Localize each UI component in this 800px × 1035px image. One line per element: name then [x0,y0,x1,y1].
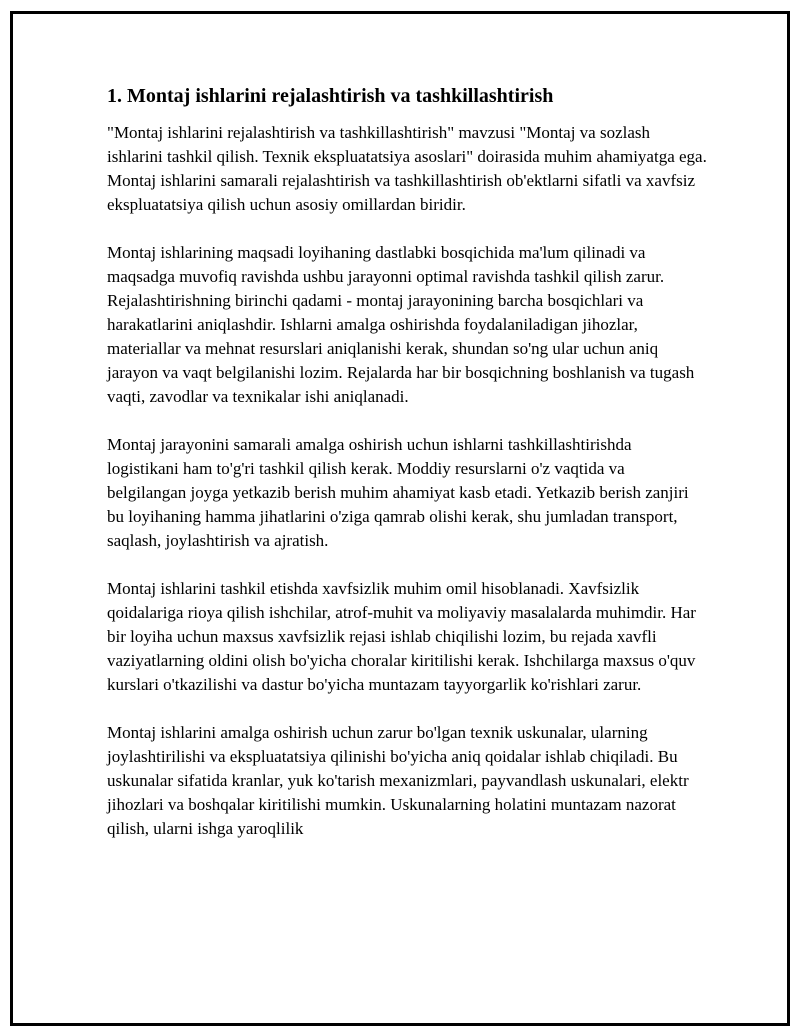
paragraph-logistics: Montaj jarayonini samarali amalga oshirish uchun ishlarni tashkillashtirishda logistikani ham to'g'ri tashkil qilish kerak. Moddiy resurslarni o'z vaqtida va belgilangan joyga yetkazib berish muhim ahamiyat kasb etadi. Yetkazib berish zanjiri bu loyihaning hamma jihatlarini o'ziga qamrab olishi kerak, shu jumladan transport, saqlash, joylashtirish va ajratish. [107,435,689,550]
paragraph-safety: Montaj ishlarini tashkil etishda xavfsizlik muhim omil hisoblanadi. Xavfsizlik qoidalariga rioya qilish ishchilar, atrof-muhit va moliyaviy masalalarda muhimdir. Har bir loyiha uchun maxsus xavfsizlik rejasi ishlab chiqilishi lozim, bu rejada xavfli vaziyatlarning oldini olish bo'yicha choralar kiritilishi kerak. Ishchilarga maxsus o'quv kurslari o'tkazilishi va dastur bo'yicha muntazam tayyorgarlik ko'rishlari zarur. [107,579,696,694]
section-heading: 1. Montaj ishlarini rejalashtirish va tashkillashtirish [107,85,554,107]
paragraph-intro: "Montaj ishlarini rejalashtirish va tashkillashtirish" mavzusi "Montaj va sozlash ishlarini tashkil qilish. Texnik ekspluatatsiya asoslari" doirasida muhim ahamiyatga ega. Montaj ishlarini samarali rejalashtirish va tashkillashtirish ob'ektlarni sifatli va xavfsiz ekspluatatsiya qilish uchun asosiy omillardan biridir. [107,123,707,214]
paragraph-planning: Montaj ishlarining maqsadi loyihaning dastlabki bosqichida ma'lum qilinadi va maqsadga muvofiq ravishda ushbu jarayonni optimal ravishda tashkil qilish zarur. Rejalashtirishning birinchi qadami - montaj jarayonining barcha bosqichlari va harakatlarini aniqlashdir. Ishlarni amalga oshirishda foydalaniladigan jihozlar, materiallar va mehnat resurslari aniqlanishi kerak, shundan so'ng ular uchun aniq jarayon va vaqt belgilanishi lozim. Rejalarda har bir bosqichning boshlanish va tugash vaqti, zavodlar va texnikalar ishi aniqlanadi. [107,243,695,406]
document-body [107,83,707,841]
paragraph-equipment: Montaj ishlarini amalga oshirish uchun zarur bo'lgan texnik uskunalar, ularning joylashtirilishi va ekspluatatsiya qilinishi bo'yicha aniq qoidalar ishlab chiqiladi. Bu uskunalar sifatida kranlar, yuk ko'tarish mexanizmlari, payvandlash uskunalari, elektr jihozlari va boshqalar kiritilishi mumkin. Uskunalarning holatini muntazam nazorat qilish, ularni ishga yaroqlilik [107,723,689,838]
